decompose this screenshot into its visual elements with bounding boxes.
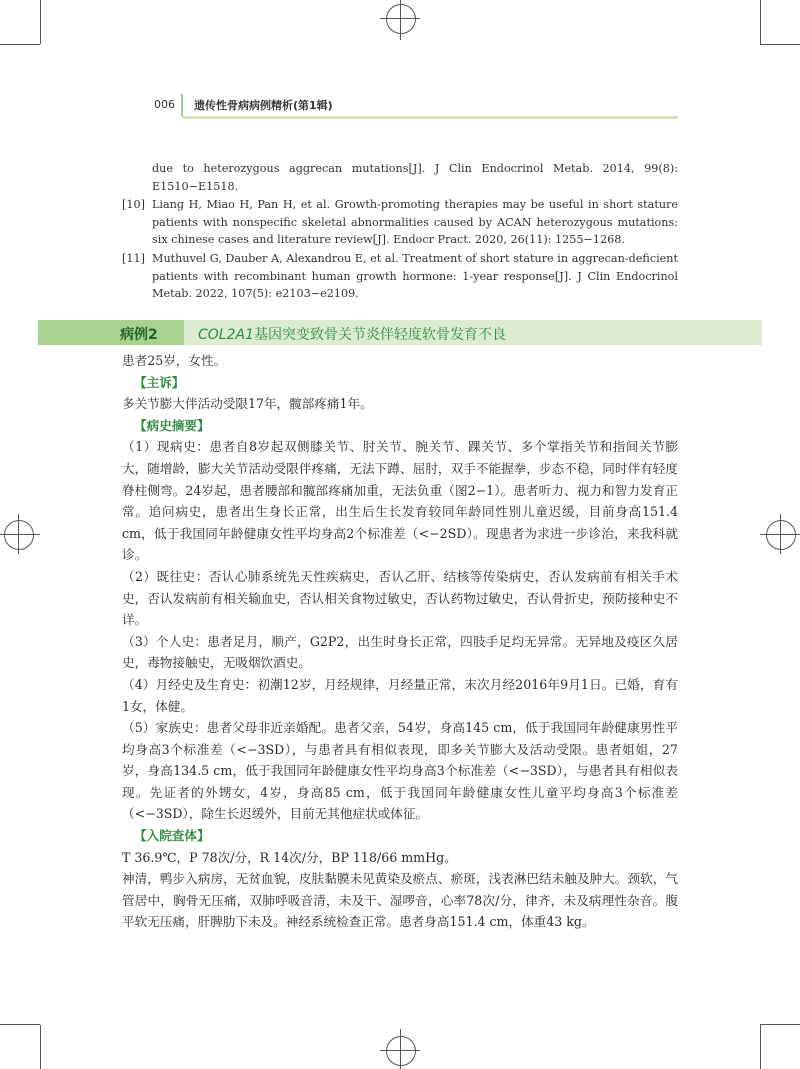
reference-text: due to heterozygous aggrecan mutations[J]. J Clin Endocrinol Metab. 2014, 99(8): E1510−E1518. [152,162,678,193]
case-title-text: 基因突变致骨关节炎伴轻度软骨发育不良 [254,327,506,343]
reference-item [122,196,678,249]
crop-mark [40,0,41,44]
chief-complaint-text: 多关节膨大伴活动受限17年，髋部疼痛1年。 [122,396,373,412]
reference-item [122,250,678,303]
crop-mark [40,1025,41,1069]
crop-mark [760,44,800,45]
reference-number: [11] [122,251,145,265]
reference-text: Muthuvel G, Dauber A, Alexandrou E, et al. Treatment of short stature in aggrecan-deficient patients with recombinant human growth hormone: 1-year response[J]. J Clin Endocrinol Metab. 2022, 107(5): e2103−e2109. [152,251,678,301]
family-history-text: （5）家族史：患者父母非近亲婚配。患者父亲，54岁，身高145 cm，低于我国同年龄健康男性平均身高3个标准差（<−3SD），与患者具有相似表现，即多关节膨大及活动受限。患者姐姐，27岁，身高134.5 cm，低于我国同年龄健康女性平均身高3个标准差（<−3SD），与患者具有相似表现。先证者的外甥女，4岁，身高85 cm，低于我国同年龄健康女性儿童平均身高3个标准差（<−3SD），除生长迟缓外，目前无其他症状或体征。 [122,720,678,822]
crop-mark [760,1024,800,1025]
page-number: 006 [154,98,175,111]
reference-list [122,160,678,304]
patient-intro: 患者25岁，女性。 [122,353,227,368]
crop-mark [0,44,40,45]
reference-text: Liang H, Miao H, Pan H, et al. Growth-promoting therapies may be useful in short stature patients with nonspecific skeletal abnormalities caused by ACAN heterozygous mutations: six chinese cases and literature review[J]. Endocr Pract. 2020, 26(11): 1255−1268. [152,198,678,247]
case-body [122,350,678,933]
book-title: 遗传性骨病病例精析(第1辑) [194,99,333,112]
header-divider [181,94,183,116]
header-rule [182,116,678,119]
vitals-text: T 36.9℃，P 78次/分，R 14次/分，BP 118/66 mmHg。 [122,849,457,865]
present-history-text: （1）现病史：患者自8岁起双侧膝关节、肘关节、腕关节、踝关节、多个掌指关节和指间关节膨大，随增龄，膨大关节活动受限伴疼痛，无法下蹲、屈肘，双手不能握拳，步态不稳，同时伴有轻度脊柱侧弯。24岁起，患者腰部和髋部疼痛加重，无法负重（图2−1）。患者听力、视力和智力发育正常。追问病史，患者出生身长正常，出生后生长发育较同年龄同性别儿童迟缓，目前身高151.4 cm，低于我国同年龄健康女性平均身高2个标准差（<−2SD）。现患者为求进一步诊治，来我科就诊。 [122,439,678,563]
section-heading-chief-complaint: 【主诉】 [134,374,185,390]
physical-exam-text: 神清，鸭步入病房，无贫血貌，皮肤黏膜未见黄染及瘀点、瘀斑，浅表淋巴结未触及肿大。颈软，气管居中，胸骨无压痛，双肺呼吸音清，未及干、湿啰音，心率78次/分，律齐，未及病理性杂音。腹平软无压痛，肝脾肋下未及。神经系统检查正常。患者身高151.4 cm，体重43 kg。 [122,871,678,930]
crop-mark [760,1025,761,1069]
section-heading-exam: 【入院查体】 [134,828,210,844]
section-heading-history: 【病史摘要】 [134,417,210,433]
crop-mark [760,0,761,44]
reference-number: [10] [122,198,145,212]
personal-history-text: （3）个人史：患者足月，顺产，G2P2，出生时身长正常，四肢手足均无异常。无异地及疫区久居史，毒物接触史，无吸烟饮酒史。 [122,633,678,671]
gene-name: COL2A1 [198,327,254,343]
past-history-text: （2）既往史：否认心肺系统先天性疾病史，否认乙肝、结核等传染病史，否认发病前有相关手术史，否认发病前有相关输血史，否认相关食物过敏史，否认药物过敏史，否认骨折史，预防接种史不详。 [122,568,678,628]
crop-mark [0,1024,40,1025]
case-title [198,324,506,344]
case-heading [38,320,762,345]
reference-item [122,160,678,195]
running-header [122,94,678,116]
menstrual-history-text: （4）月经史及生育史：初潮12岁，月经规律，月经量正常，末次月经2016年9月1日。已婚，育有1女，体健。 [122,676,678,714]
case-label: 病例2 [120,327,158,343]
